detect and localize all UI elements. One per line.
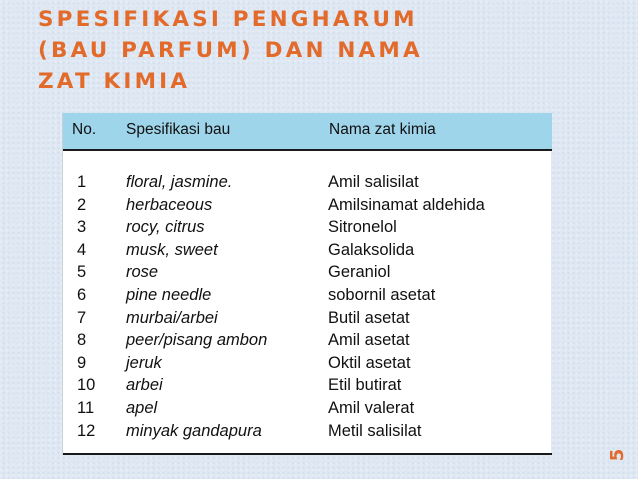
cell-chem: Amil salisilat bbox=[328, 173, 419, 191]
cell-chem: Sitronelol bbox=[328, 218, 397, 237]
slide-number: 5 bbox=[607, 448, 628, 462]
fragrance-table bbox=[62, 113, 551, 455]
table-row bbox=[63, 422, 552, 445]
cell-chem: Etil butirat bbox=[328, 376, 402, 395]
cell-spec: rocy, citrus bbox=[126, 218, 205, 237]
cell-no: 10 bbox=[77, 376, 96, 395]
table-row bbox=[63, 399, 552, 422]
table-bottom-rule bbox=[63, 453, 552, 455]
cell-chem: Amilsinamat aldehida bbox=[328, 195, 485, 214]
cell-no: 7 bbox=[77, 308, 87, 327]
cell-chem: Amil asetat bbox=[328, 331, 410, 350]
table-row bbox=[63, 331, 552, 354]
header-spesifikasi-bau: Spesifikasi bau bbox=[126, 121, 231, 138]
cell-no: 8 bbox=[77, 331, 87, 350]
table-row bbox=[63, 173, 552, 196]
header-no: No. bbox=[72, 121, 97, 138]
cell-spec: jeruk bbox=[126, 353, 162, 372]
cell-spec: apel bbox=[126, 398, 158, 417]
cell-chem: Amil valerat bbox=[328, 398, 415, 417]
cell-no: 1 bbox=[77, 173, 87, 191]
table-row bbox=[63, 354, 552, 377]
header-nama-zat-kimia: Nama zat kimia bbox=[329, 121, 436, 138]
cell-no: 2 bbox=[77, 195, 87, 214]
table-body bbox=[63, 173, 552, 444]
slide-title-line: SPESIFIKASI PENGHARUM bbox=[38, 7, 418, 32]
slide-title-line: (BAU PARFUM) DAN NAMA bbox=[38, 38, 423, 63]
cell-no: 12 bbox=[77, 421, 96, 440]
table-row bbox=[63, 263, 552, 286]
cell-chem: Metil salisilat bbox=[328, 421, 422, 440]
cell-no: 9 bbox=[77, 353, 87, 372]
slide-title bbox=[38, 4, 518, 97]
cell-chem: Galaksolida bbox=[328, 240, 415, 259]
cell-no: 11 bbox=[77, 398, 95, 417]
cell-spec: murbai/arbei bbox=[126, 308, 218, 327]
cell-spec: minyak gandapura bbox=[126, 421, 262, 440]
cell-spec: musk, sweet bbox=[126, 240, 218, 259]
cell-spec: rose bbox=[126, 263, 159, 282]
table-row bbox=[63, 196, 552, 219]
cell-no: 6 bbox=[77, 285, 87, 304]
table-row bbox=[63, 286, 552, 309]
cell-spec: pine needle bbox=[126, 285, 212, 304]
cell-chem: Geraniol bbox=[328, 263, 391, 282]
cell-spec: peer/pisang ambon bbox=[126, 331, 268, 350]
table-row bbox=[63, 376, 552, 399]
cell-chem: Oktil asetat bbox=[328, 353, 411, 372]
slide-title-line: ZAT KIMIA bbox=[38, 69, 191, 94]
cell-no: 3 bbox=[77, 218, 87, 237]
cell-spec: herbaceous bbox=[126, 195, 213, 214]
cell-no: 4 bbox=[77, 240, 87, 259]
cell-chem: Butil asetat bbox=[328, 308, 410, 327]
cell-spec: floral, jasmine. bbox=[126, 173, 233, 191]
cell-spec: arbei bbox=[126, 376, 163, 395]
cell-chem: sobornil asetat bbox=[328, 285, 436, 304]
table-row bbox=[63, 309, 552, 332]
table-row bbox=[63, 241, 552, 264]
cell-no: 5 bbox=[77, 263, 87, 282]
table-top-rule bbox=[63, 149, 552, 151]
table-header-row bbox=[63, 113, 552, 149]
table-row bbox=[63, 218, 552, 241]
